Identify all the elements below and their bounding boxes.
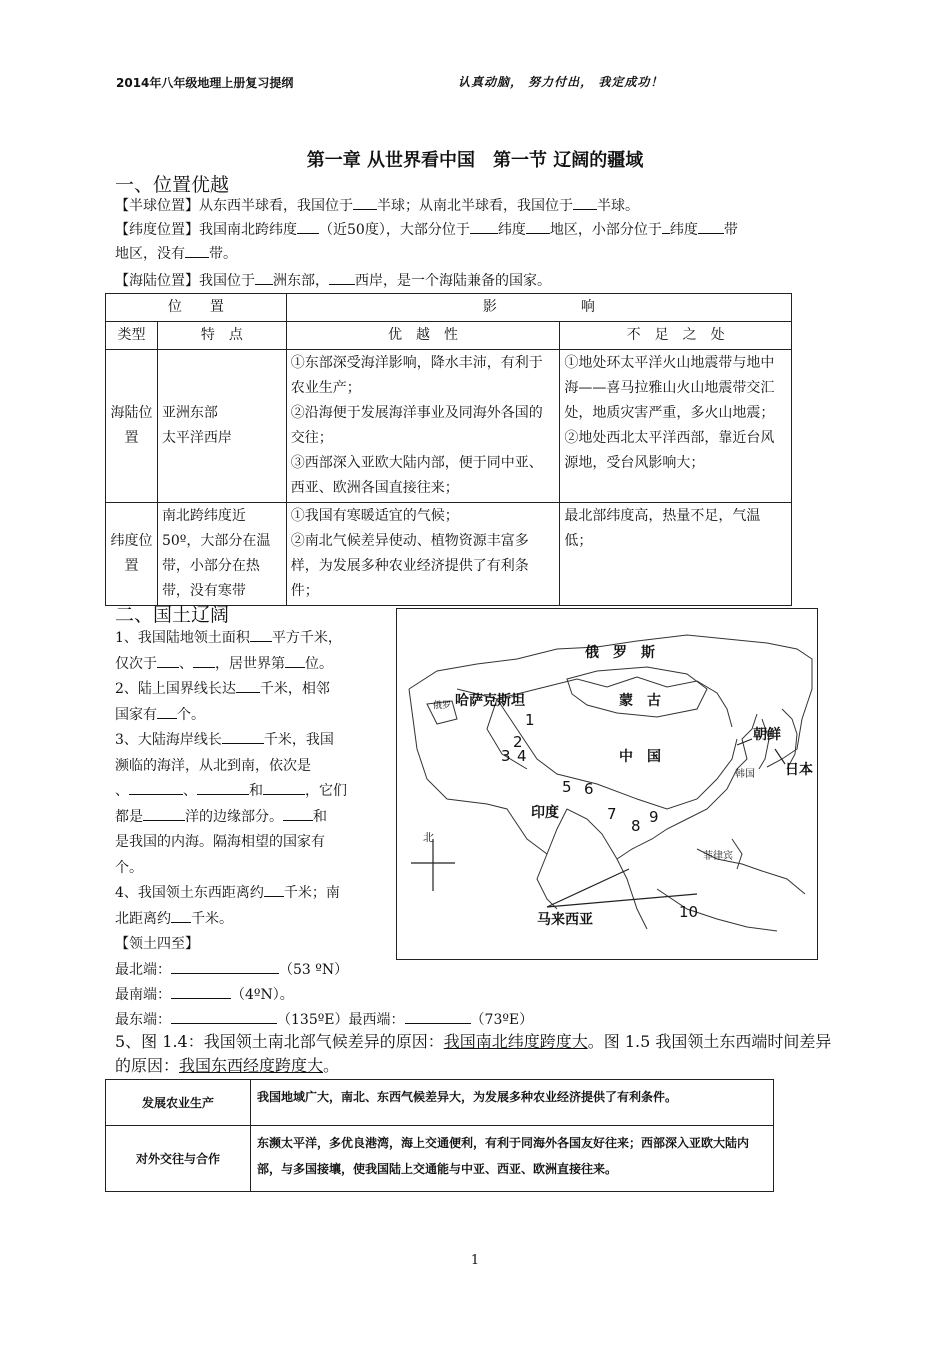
section1-heading: 一、位置优越	[115, 174, 230, 196]
table-row-type: 海陆位置	[106, 350, 158, 503]
map-number: 3	[501, 747, 511, 765]
table-row-text: 我国地域广大，南北、东西气候差异大，为发展多种农业经济提供了有利条件。	[251, 1080, 774, 1126]
blank[interactable]	[171, 1008, 277, 1024]
header-motto: 认真动脑， 努力付出， 我定成功！	[458, 75, 664, 89]
latitude-text-a: 我国南北跨纬度	[199, 222, 297, 238]
answer-ns: 我国南北纬度跨度大	[443, 1032, 588, 1051]
map-number: 10	[679, 903, 699, 921]
latitude-text-c: 纬度	[497, 222, 526, 238]
table-row-label: 对外交往与合作	[106, 1126, 251, 1192]
table-row-text: 东濒太平洋，多优良港湾，海上交通便利，有利于同海外各国友好往来；西部深入亚欧大陆内部，与多国接壤，使我国陆上交通能与中亚、西亚、欧洲直接往来。	[251, 1126, 774, 1192]
map-number: 1	[525, 711, 535, 729]
table-row-feature: 亚洲东部 太平洋西岸	[157, 350, 286, 503]
map-label-russia: 俄 罗 斯	[585, 645, 655, 661]
map-number: 9	[649, 808, 659, 826]
table-row-disadvantage: ①地处环太平洋火山地震带与地中海——喜马拉雅山火山地震带交汇处，地质灾害严重，多火山地震； ②地处西北太平洋西部，靠近台风源地，受台风影响大；	[560, 350, 792, 503]
latitude-text-e: 纬度	[669, 222, 698, 238]
blank[interactable]	[470, 218, 498, 234]
latitude-text-d: 地区，小部分位于	[549, 222, 662, 238]
map-number: 4	[517, 747, 527, 765]
map-label-japan: 日本	[785, 762, 813, 778]
map-label-north-korea: 朝鲜	[753, 727, 781, 743]
blank[interactable]	[353, 194, 377, 210]
sealand-text-c: 西岸，是一个海陆兼备的国家。	[355, 273, 551, 289]
blank[interactable]	[698, 218, 724, 234]
blank[interactable]	[157, 703, 177, 719]
blank[interactable]	[264, 881, 284, 897]
page-number: 1	[470, 1253, 480, 1268]
blank[interactable]	[157, 652, 179, 668]
map-label-kazakhstan: 哈萨克斯坦	[455, 693, 525, 709]
sealand-text-b: 洲东部，	[273, 273, 329, 289]
hemisphere-text-c: 半球。	[597, 198, 639, 214]
table-row-advantage: ①东部深受海洋影响，降水丰沛，有利于农业生产； ②沿海便于发展海洋事业及同海外各国的交往； ③西部深入亚欧大陆内部，便于同中亚、西亚、欧洲各国直接往来；	[286, 350, 560, 503]
th-feature: 特 点	[157, 322, 286, 350]
map-label-mongolia: 蒙 古	[619, 693, 661, 709]
hemisphere-line	[115, 194, 835, 218]
blank[interactable]	[222, 728, 264, 744]
table-row-type: 纬度位置	[106, 503, 158, 606]
map-label-small: 俄罗	[433, 701, 452, 711]
blank[interactable]	[283, 805, 313, 821]
blank[interactable]	[297, 218, 319, 234]
table-row-feature: 南北跨纬度近50º，大部分在温带，小部分在热带，没有寒带	[157, 503, 286, 606]
map-number: 7	[607, 805, 617, 823]
page-title: 第一章 从世界看中国 第一节 辽阔的疆域	[306, 150, 644, 171]
latitude-text-g: 地区，没有	[115, 246, 185, 262]
blank[interactable]	[185, 242, 209, 258]
th-influence: 影 响	[286, 294, 791, 322]
blank[interactable]	[143, 805, 185, 821]
blank[interactable]	[662, 218, 670, 234]
asia-map	[396, 608, 818, 960]
blank[interactable]	[129, 779, 183, 795]
question-5: 5、图 1.4：我国领土南北部气候差异的原因：我国南北纬度跨度大。图 1.5 我国领土东西端时间差异的原因：我国东西经度跨度大。	[115, 1032, 832, 1075]
th-disadvantage: 不 足 之 处	[560, 322, 792, 350]
map-label-north: 北	[423, 831, 434, 844]
latitude-line	[115, 218, 840, 266]
table-row-advantage: ①我国有寒暖适宜的气候； ②南北气候差异使动、植物资源丰富多样，为发展多种农业经济提供了有利条件；	[286, 503, 560, 606]
sealand-line	[115, 269, 835, 293]
latitude-text-f: 带	[723, 222, 738, 238]
sealand-label: 【海陆位置】	[115, 273, 199, 289]
section2-heading: 二、国土辽阔	[115, 604, 230, 626]
latitude-label: 【纬度位置】	[115, 222, 199, 238]
blank[interactable]	[193, 652, 215, 668]
significance-table	[105, 1079, 774, 1192]
territory-questions: 1、我国陆地领土面积 平方千米， 仅次于 、 ，居世界第 位。 2、陆上国界线长达 千米，相邻 国家有 个。 3、大陆海岸线长 千米，我国 濒临的海洋，从北到南，依次是 、 、 和 ，它们 都是 洋的边缘部分。 和 是我国的内海。隔海相望的国家有 个。 4、我国领土东西距离约 千米；南 北距离约 千米。 【领土四至】 最北端： （53 ºN） 最南端： （4ºN）。	[115, 626, 385, 1009]
sealand-text-a: 我国位于	[199, 273, 255, 289]
map-number: 6	[584, 780, 594, 798]
blank[interactable]	[255, 269, 273, 285]
answer-ew: 我国东西经度跨度大	[179, 1056, 324, 1075]
blank[interactable]	[236, 677, 260, 693]
th-advantage: 优 越 性	[286, 322, 560, 350]
blank[interactable]	[573, 194, 597, 210]
map-label-china: 中 国	[619, 749, 661, 765]
table-row-disadvantage: 最北部纬度高，热量不足，气温低；	[560, 503, 792, 606]
map-number: 2	[513, 733, 523, 751]
blank[interactable]	[171, 958, 279, 974]
map-number: 5	[562, 778, 572, 796]
map-label-malaysia: 马来西亚	[537, 912, 593, 928]
blank[interactable]	[329, 269, 355, 285]
blank[interactable]	[263, 779, 305, 795]
hemisphere-text-a: 从东西半球看，我国位于	[199, 198, 353, 214]
blank[interactable]	[197, 779, 249, 795]
latitude-text-h: 带。	[209, 246, 237, 262]
position-table	[105, 293, 792, 606]
latitude-text-b: （近50度），大部分位于	[319, 222, 470, 238]
extremes-label: 【领土四至】	[115, 936, 199, 952]
map-drawing	[397, 609, 817, 959]
table-row-label: 发展农业生产	[106, 1080, 251, 1126]
east-west-extremes: 最东端： （135ºE）最西端： （73ºE）	[115, 1008, 835, 1032]
pointer-line	[737, 739, 752, 745]
th-type: 类型	[106, 322, 158, 350]
map-number: 8	[631, 817, 641, 835]
blank[interactable]	[171, 907, 191, 923]
hemisphere-label: 【半球位置】	[115, 198, 199, 214]
blank[interactable]	[526, 218, 550, 234]
blank[interactable]	[285, 652, 305, 668]
blank[interactable]	[250, 626, 272, 642]
map-label-philippines: 菲律宾	[703, 851, 733, 862]
th-position: 位 置	[106, 294, 287, 322]
blank[interactable]	[171, 983, 231, 999]
hemisphere-text-b: 半球；从南北半球看，我国位于	[377, 198, 573, 214]
blank[interactable]	[405, 1008, 471, 1024]
map-label-india: 印度	[531, 805, 559, 821]
map-label-south-korea: 韩国	[735, 769, 755, 780]
header-left: 2014年八年级地理上册复习提纲	[116, 76, 294, 90]
